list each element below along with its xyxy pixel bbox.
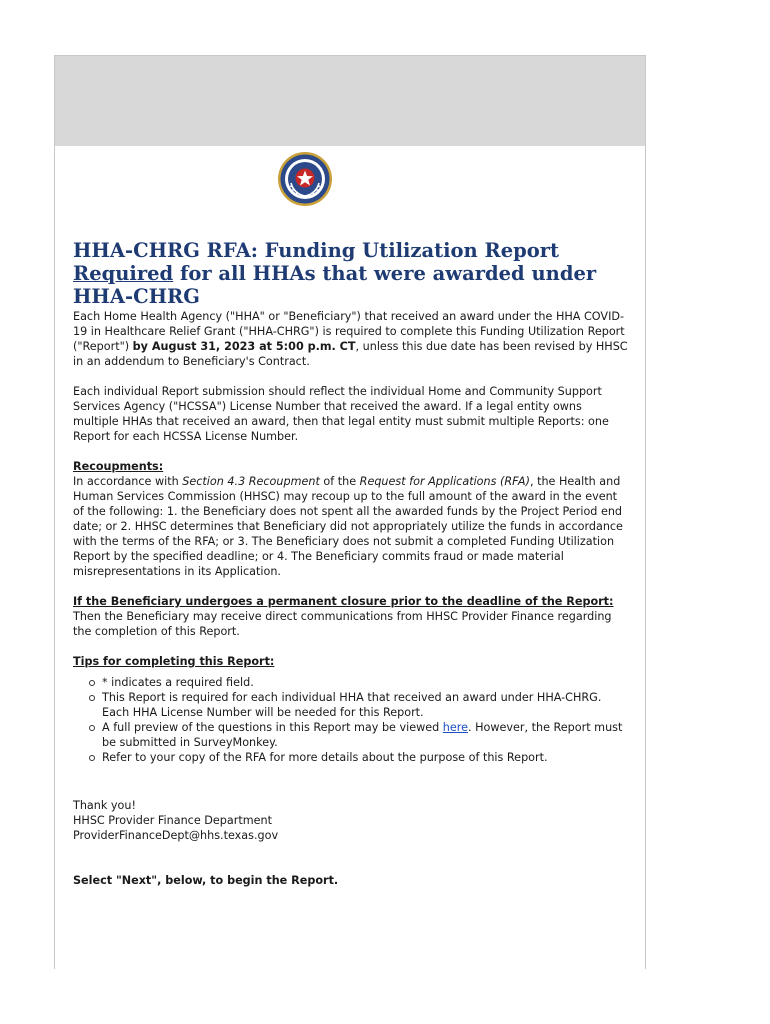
survey-page-frame (54, 55, 646, 969)
signoff-email: ProviderFinanceDept@hhs.texas.gov (73, 829, 279, 842)
intro-text-b: , unless this due date has been revised by HHSC in an addendum to Beneficiary's Contract. (73, 340, 628, 368)
title-line2: for all HHAs that were awarded under HHA-CHRG (73, 262, 597, 308)
page-title (73, 239, 629, 308)
recoupments-text-b: of the (319, 475, 360, 488)
section-reference: Section 4.3 Recoupment (182, 475, 320, 488)
next-instruction: Select "Next", below, to begin the Report. (73, 874, 339, 887)
bullet-icon (89, 695, 95, 701)
deadline-text: by August 31, 2023 at 5:00 p.m. CT (132, 340, 356, 353)
signoff (73, 798, 629, 843)
report-intro-content (73, 239, 629, 888)
list-item (102, 720, 629, 750)
tips-heading: Tips for completing this Report: (73, 655, 275, 668)
header-band (55, 56, 645, 146)
intro-paragraph (73, 309, 629, 369)
recoupments-text-a: In accordance with (73, 475, 183, 488)
tip-text: * indicates a required field. (102, 676, 254, 689)
closure-heading: If the Beneficiary undergoes a permanent closure prior to the deadline of the Report: (73, 595, 614, 608)
signoff-department: HHSC Provider Finance Department (73, 814, 272, 827)
bullet-icon (89, 755, 95, 761)
tips-list (73, 675, 629, 765)
recoupments-heading: Recoupments: (73, 460, 164, 473)
tip-text: A full preview of the questions in this Report may be viewed (102, 721, 443, 734)
list-item (102, 675, 629, 690)
closure-section (73, 594, 629, 639)
list-item (102, 750, 629, 765)
recoupments-section (73, 459, 629, 579)
bullet-icon (89, 725, 95, 731)
bullet-icon (89, 680, 95, 686)
title-required-word: Required (73, 262, 174, 285)
rfa-reference: Request for Applications (RFA) (359, 475, 530, 488)
tips-section (73, 654, 629, 765)
texas-hhs-seal-icon (277, 151, 333, 207)
list-item (102, 690, 629, 720)
title-line1: HHA-CHRG RFA: Funding Utilization Report (73, 239, 560, 262)
closure-text: Then the Beneficiary may receive direct communications from HHSC Provider Finance regarding the completion of this Report. (73, 610, 612, 638)
signoff-thanks: Thank you! (73, 799, 136, 812)
intro-text-a: Each Home Health Agency ("HHA" or "Beneficiary") that received an award under the HHA COVID-19 in Healthcare Relief Grant ("HHA-CHRG") is required to complete this Funding Utilization Report ("Report") (73, 310, 625, 353)
tip-text: This Report is required for each individual HHA that received an award under HHA-CHRG. Each HHA License Number will be needed for this Report. (102, 691, 602, 719)
recoupments-text-c: , the Health and Human Services Commission (HHSC) may recoup up to the full amount of the award in the event of the following: 1. the Beneficiary does not spent all the awarded funds by the Project Period end date; or 2. HHSC determines that Beneficiary did not appropriately utilize the funds in accordance with the terms of the RFA; or 3. The Beneficiary does not submit a completed Funding Utilization Report by the specified deadline; or 4. The Beneficiary commits fraud or made material misrepresentations in its Application. (73, 475, 623, 578)
tip-text: Refer to your copy of the RFA for more details about the purpose of this Report. (102, 751, 548, 764)
license-paragraph: Each individual Report submission should reflect the individual Home and Community Support Services Agency ("HCSSA") License Number that received the award. If a legal entity owns multiple HHAs that received an award, then that legal entity must submit multiple Reports: one Report for each HCSSA License Number. (73, 385, 609, 443)
tip-text: . However, the Report must be submitted in SurveyMonkey. (102, 721, 623, 749)
preview-link[interactable]: here (442, 721, 468, 734)
